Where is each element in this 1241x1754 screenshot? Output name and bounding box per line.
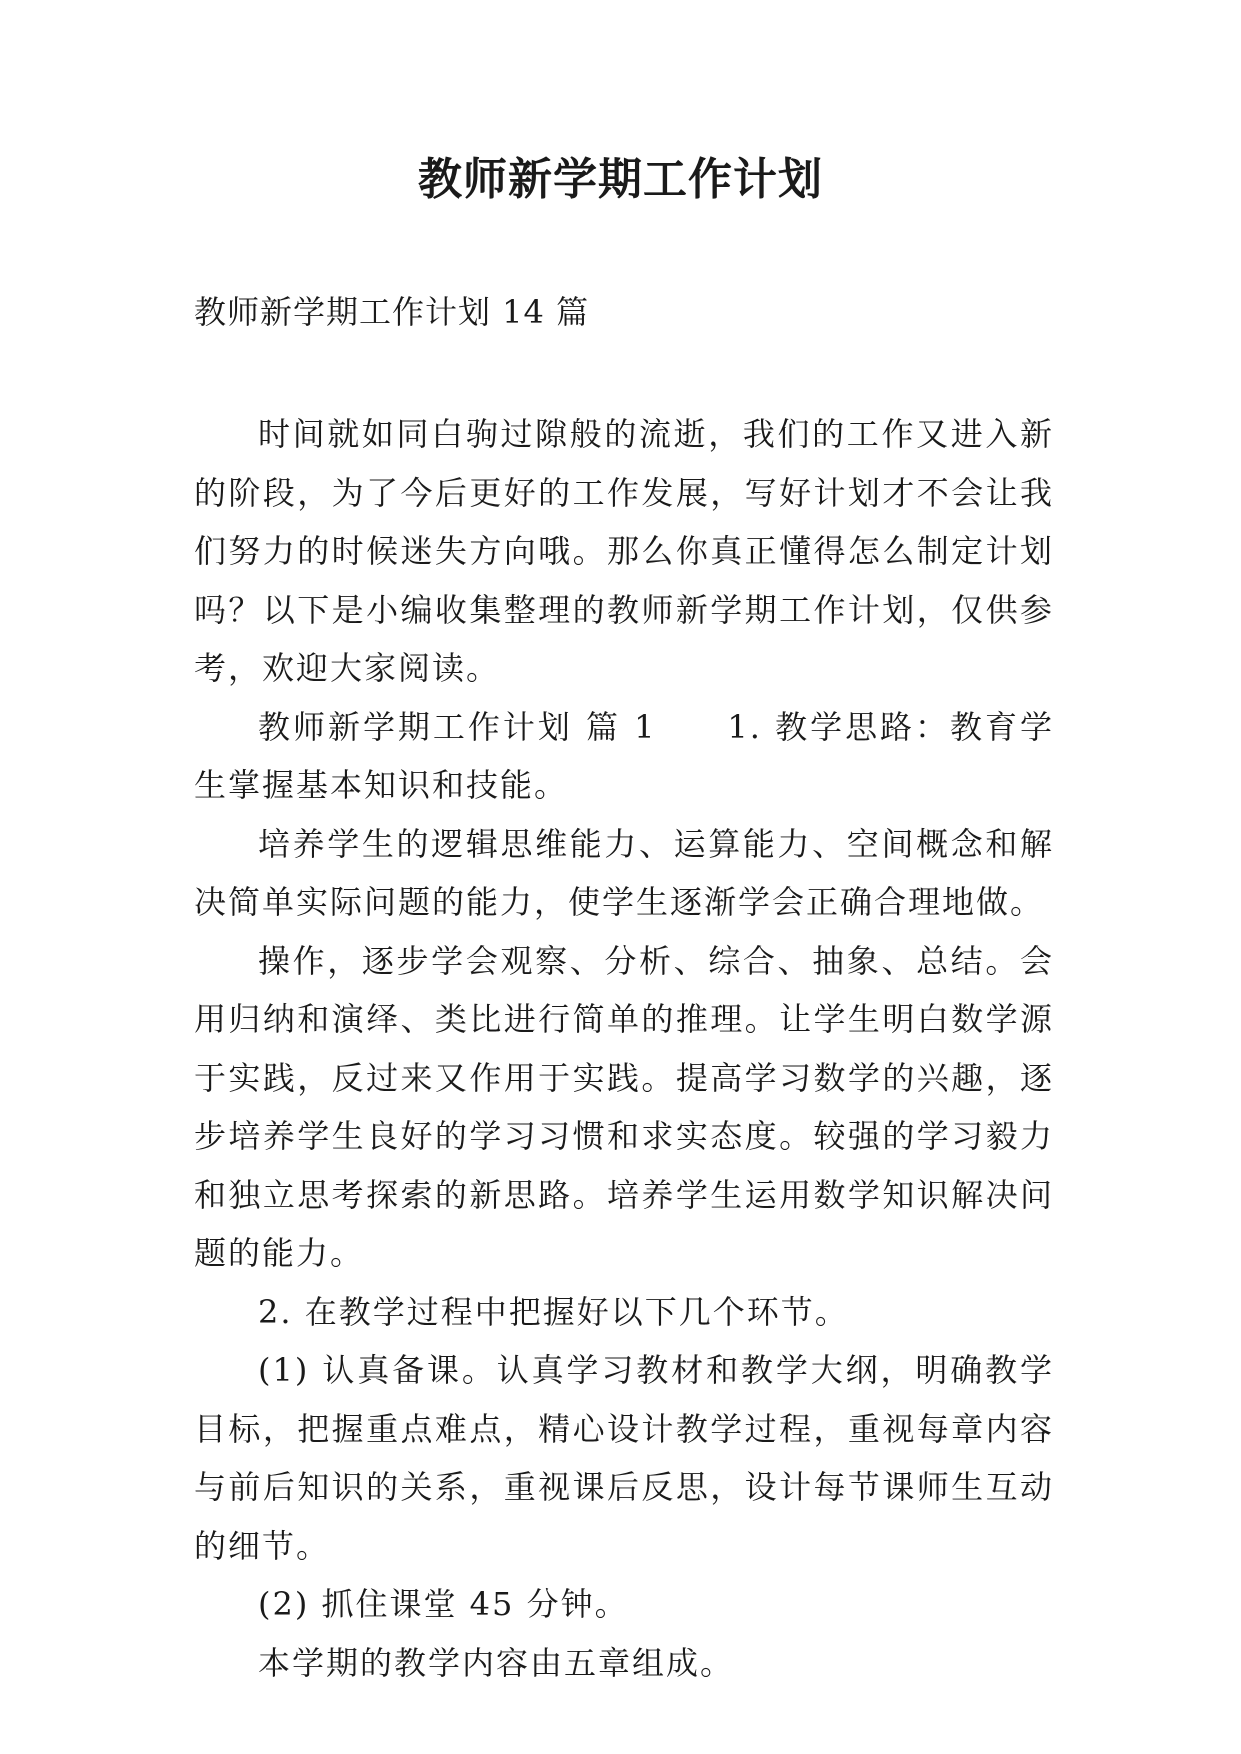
paragraph: 培养学生的逻辑思维能力、运算能力、空间概念和解决简单实际问题的能力，使学生逐渐学会正确合理地做。 (194, 824, 1054, 921)
paragraph: 时间就如同白驹过隙般的流逝，我们的工作又进入新的阶段，为了今后更好的工作发展，写好计划才不会让我们努力的时候迷失方向哦。那么你真正懂得怎么制定计划吗？以下是小编收集整理的教师新学期工作计划，仅供参考，欢迎大家阅读。 (194, 415, 1054, 687)
paragraph: 操作，逐步学会观察、分析、综合、抽象、总结。会用归纳和演绎、类比进行简单的推理。让学生明白数学源于实践，反过来又作用于实践。提高学习数学的兴趣，逐步培养学生良好的学习习惯和求实态度。较强的学习毅力和独立思考探索的新思路。培养学生运用数学知识解决问题的能力。 (194, 941, 1054, 1272)
paragraph: (2) 抓住课堂 45 分钟。 (258, 1585, 629, 1623)
paragraph: 本学期的教学内容由五章组成。 (258, 1643, 735, 1682)
paragraph: (1) 认真备课。认真学习教材和教学大纲，明确教学目标，把握重点难点，精心设计教学过程，重视每章内容与前后知识的关系，重视课后反思，设计每节课师生互动的细节。 (194, 1351, 1054, 1565)
paragraph: 教师新学期工作计划 篇 1 1. 教学思路：教育学生掌握基本知识和技能。 (194, 707, 1054, 804)
paragraph: 2. 在教学过程中把握好以下几个环节。 (258, 1292, 849, 1331)
document-subtitle: 教师新学期工作计划 14 篇 (194, 293, 590, 331)
document-body (194, 405, 1054, 1692)
document-title: 教师新学期工作计划 (418, 154, 823, 205)
